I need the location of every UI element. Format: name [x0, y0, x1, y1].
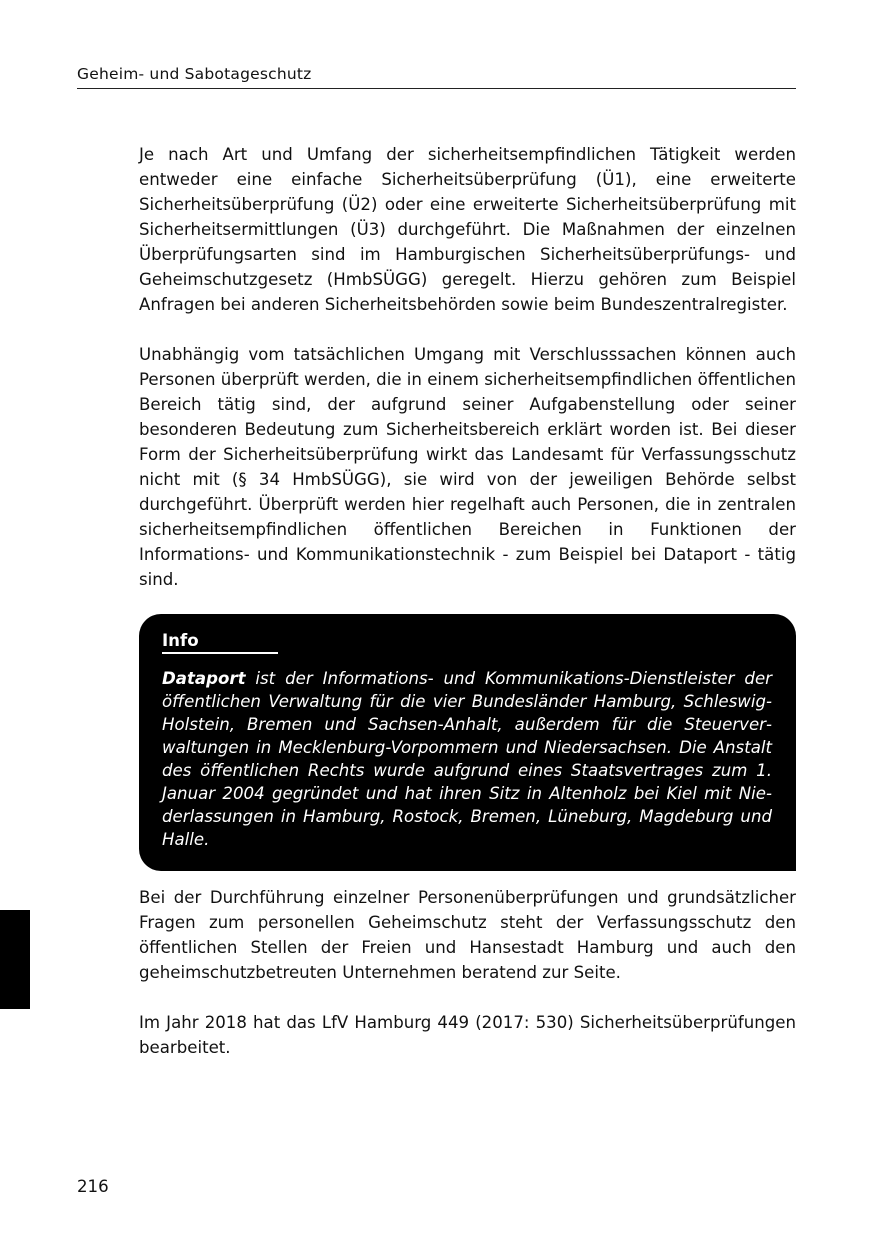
info-box — [139, 614, 796, 871]
body-paragraph-1: Je nach Art und Umfang der sicherheitsempfindlichen Tätigkeit werden entweder eine einfache Sicherheitsüberprüfung (Ü1), eine erweiterte Sicherheitsüberprüfung (Ü2) oder eine erweiterte Sicherheitsüberprüfung mit Sicherheitsermittlungen (Ü3) durchgeführt. Die Maßnahmen der einzelnen Überprüfungsarten sind im Hamburgischen Sicherheitsüberprüfungs- und Geheimschutzgesetz (HmbSÜGG) geregelt. Hierzu gehören zum Beispiel Anfragen bei anderen Sicherheitsbehörden sowie beim Bundeszentralregister. — [139, 145, 796, 314]
info-box-text — [162, 667, 772, 851]
info-box-lead: Dataport — [162, 669, 246, 688]
body-paragraph-4: Im Jahr 2018 hat das LfV Hamburg 449 (2017: 530) Sicherheitsüberprüfungen bearbeitet. — [139, 1013, 796, 1057]
main-content — [139, 142, 796, 1085]
running-title: Geheim- und Sabotageschutz — [77, 65, 312, 83]
info-box-title: Info — [162, 630, 278, 654]
chapter-thumb-tab — [0, 910, 30, 1009]
running-head — [77, 64, 796, 89]
info-box-body: ist der Informations- und Kommunikations-Dienstleister der öffentlichen Verwaltung für die vier Bundesländer Hamburg, Schleswig-Holstein, Bremen und Sachsen-Anhalt, außerdem für die Steuerverwaltungen in Mecklenburg-Vorpommern und Niedersachsen. Die Anstalt des öffentlichen Rechts wurde aufgrund eines Staatsvertrages zum 1. Januar 2004 gegründet und hat ihren Sitz in Altenholz bei Kiel mit Niederlassungen in Hamburg, Rostock, Bremen, Lüneburg, Magdeburg und Halle. — [162, 669, 772, 849]
page-number: 216 — [77, 1177, 109, 1196]
body-paragraph-3: Bei der Durchführung einzelner Personenüberprüfungen und grundsätzlicher Fragen zum personellen Geheimschutz steht der Verfassungsschutz den öffentlichen Stellen der Freien und Hansestadt Hamburg und auch den geheimschutzbetreuten Unternehmen beratend zur Seite. — [139, 888, 796, 982]
body-paragraph-2: Unabhängig vom tatsächlichen Umgang mit Verschlusssachen können auch Personen überprüft werden, die in einem sicherheitsempfindlichen öffentlichen Bereich tätig sind, der aufgrund seiner Aufgabenstellung oder seiner besonderen Bedeutung zum Sicherheitsbereich erklärt worden ist. Bei dieser Form der Sicherheitsüberprüfung wirkt das Landesamt für Verfassungsschutz nicht mit (§ 34 HmbSÜGG), sie wird von der jeweiligen Behörde selbst durchgeführt. Überprüft werden hier regelhaft auch Personen, die in zentralen sicherheitsempfindlichen öffentlichen Bereichen in Funktionen der Informations- und Kommunikationstechnik - zum Beispiel bei Dataport - tätig sind. — [139, 345, 796, 589]
